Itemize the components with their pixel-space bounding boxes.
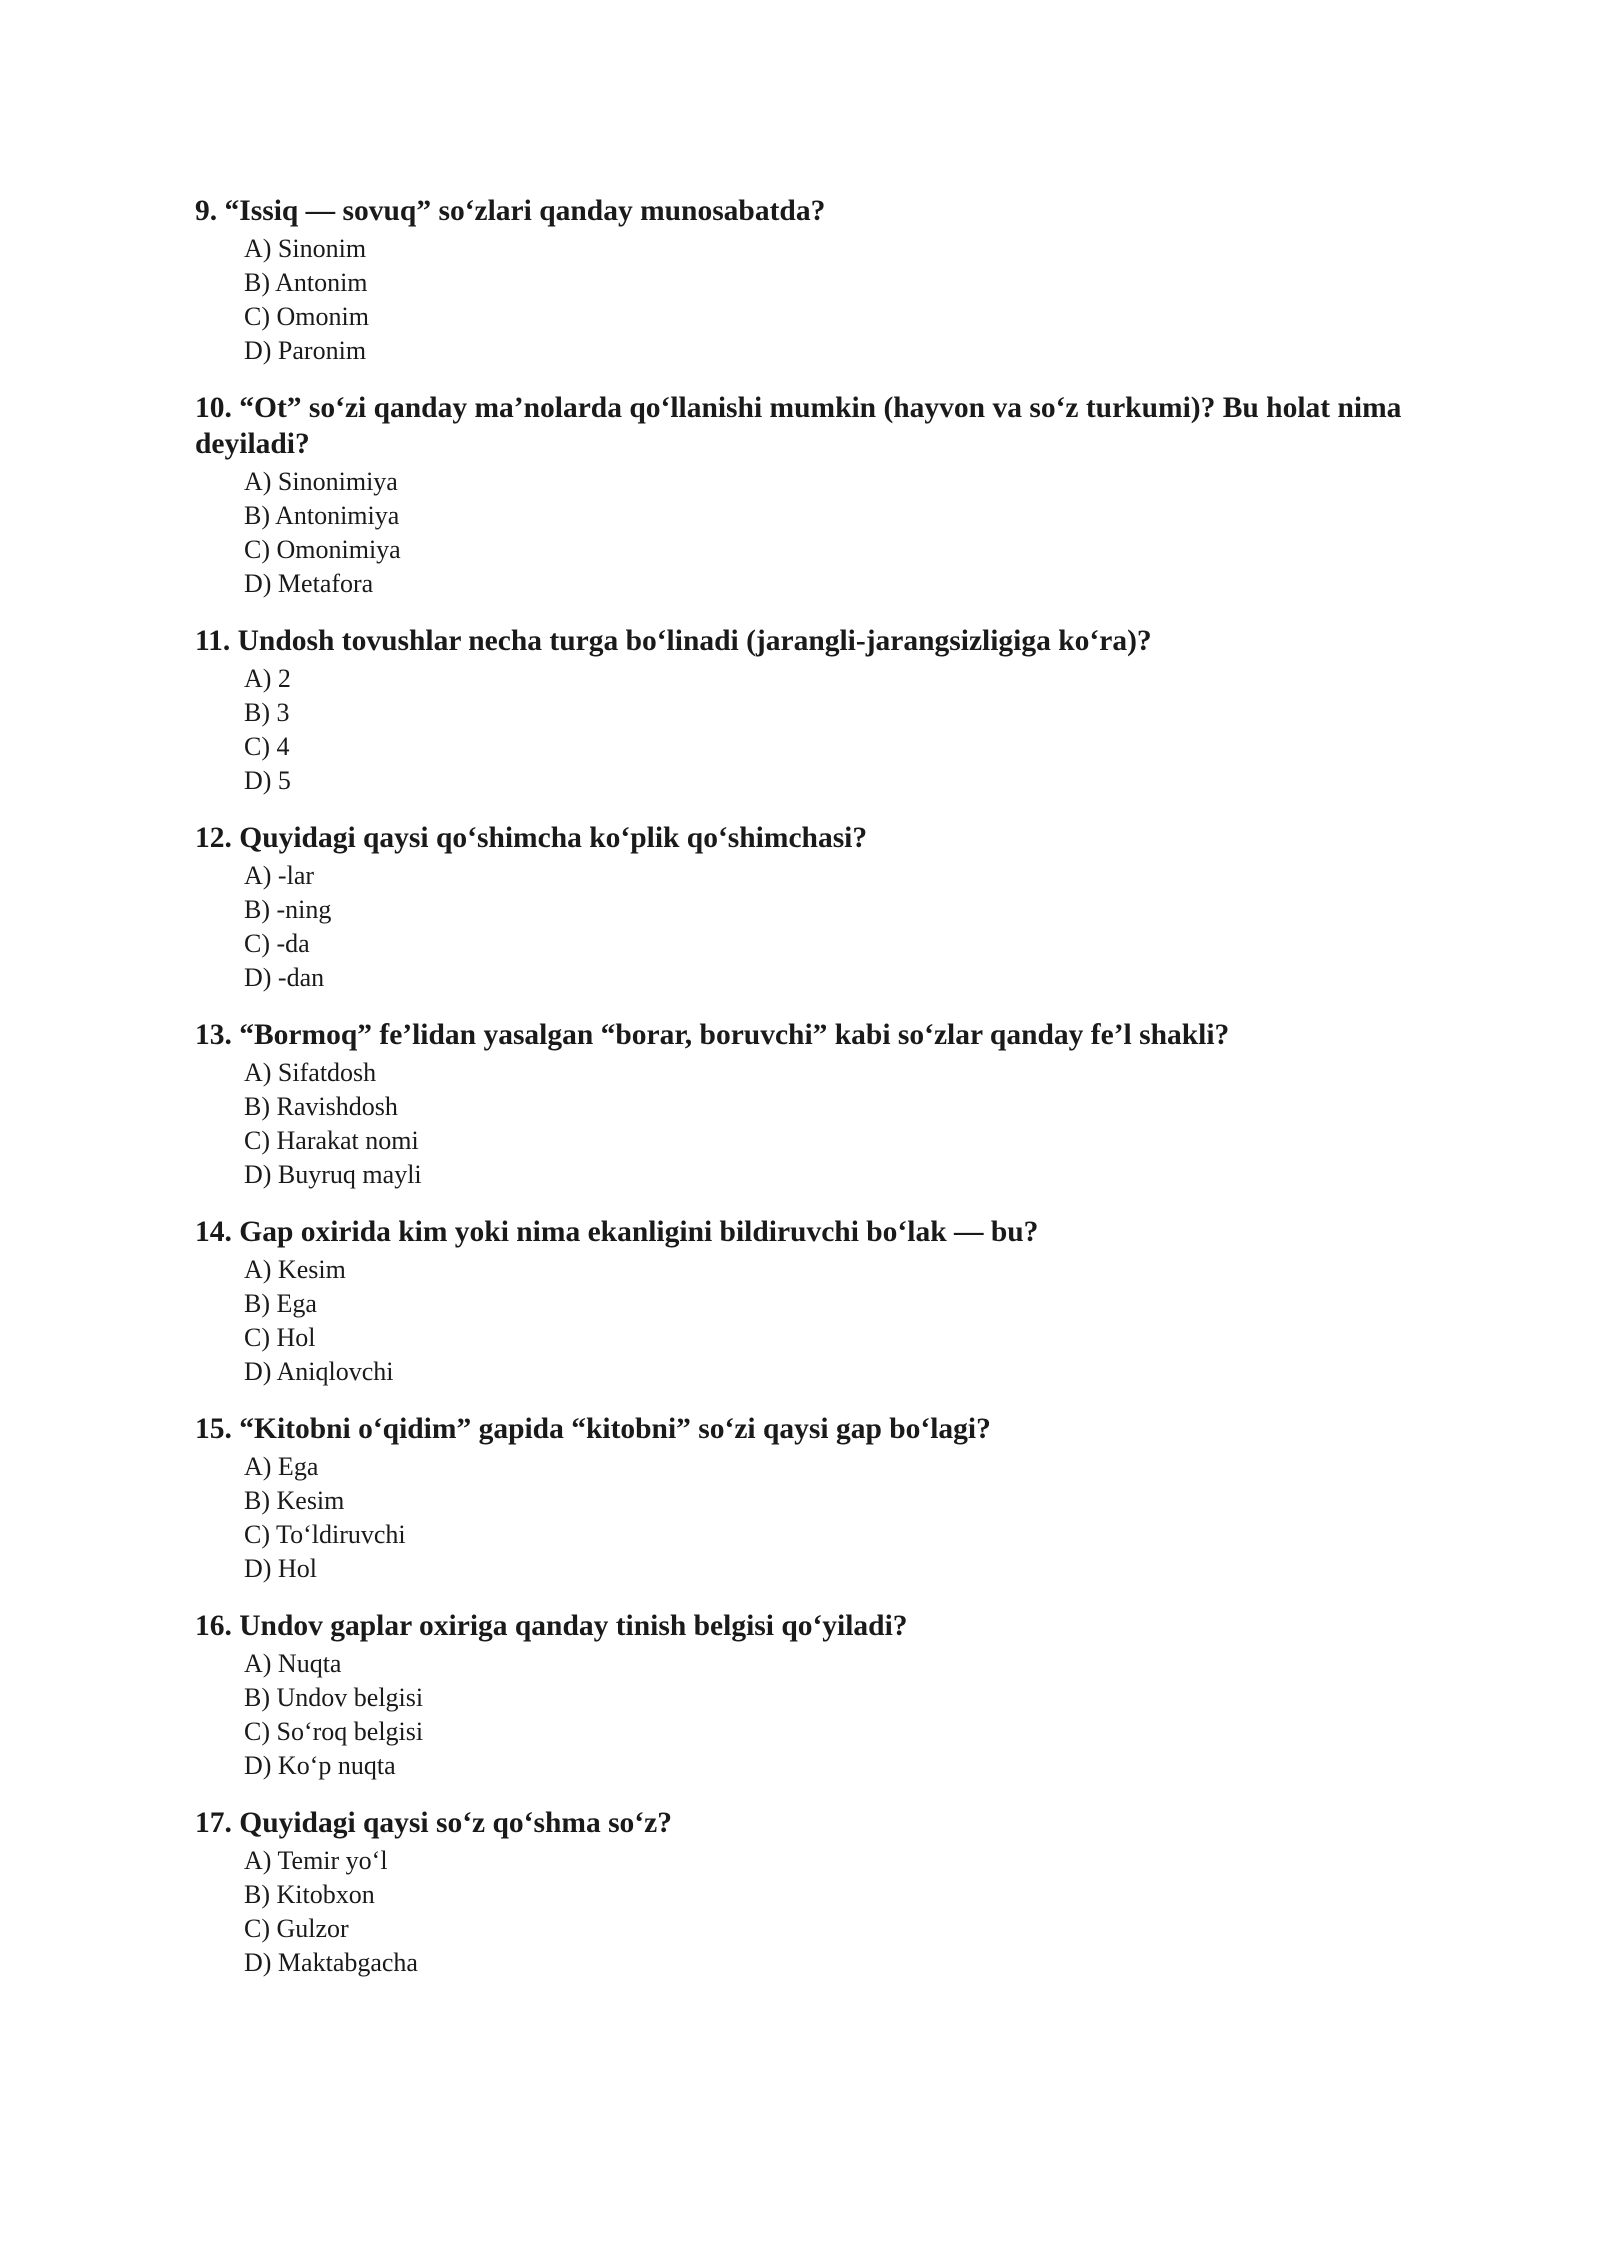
answer-option-b: B) Antonimiya (244, 501, 400, 530)
question-11 (195, 623, 1425, 798)
answer-option-b: B) Antonim (244, 268, 368, 297)
answer-option-a: A) Kesim (244, 1255, 346, 1284)
answer-option-c: C) So‘roq belgisi (244, 1717, 424, 1746)
answer-option-c: C) Omonimiya (244, 535, 401, 564)
answer-option-d: D) Maktabgacha (244, 1948, 418, 1977)
answer-option-c: C) 4 (244, 732, 290, 761)
answer-option-c: C) -da (244, 929, 310, 958)
question-text: 15. “Kitobni o‘qidim” gapida “kitobni” so‘zi qaysi gap bo‘lagi? (195, 1413, 991, 1445)
question-15 (195, 1411, 1425, 1586)
question-text: 13. “Bormoq” fe’lidan yasalgan “borar, boruvchi” kabi so‘zlar qanday fe’l shakli? (195, 1019, 1230, 1051)
answer-option-b: B) Kitobxon (244, 1880, 375, 1909)
answer-option-d: D) Ko‘p nuqta (244, 1751, 396, 1780)
answer-option-c: C) Omonim (244, 302, 369, 331)
answer-options (195, 1844, 1425, 1980)
question-14 (195, 1214, 1425, 1389)
question-text: 10. “Ot” so‘zi qanday ma’nolarda qo‘llanishi mumkin (hayvon va so‘z turkumi)? Bu holat nima deyiladi? (195, 392, 1402, 460)
answer-options (195, 662, 1425, 798)
answer-option-a: A) Ega (244, 1452, 319, 1481)
question-text: 12. Quyidagi qaysi qo‘shimcha ko‘plik qo‘shimchasi? (195, 822, 868, 854)
answer-option-c: C) Harakat nomi (244, 1126, 419, 1155)
answer-options (195, 1253, 1425, 1389)
question-17 (195, 1805, 1425, 1980)
answer-option-d: D) Aniqlovchi (244, 1357, 394, 1386)
question-text: 16. Undov gaplar oxiriga qanday tinish belgisi qo‘yiladi? (195, 1610, 908, 1642)
question-10 (195, 390, 1425, 601)
answer-option-d: D) Hol (244, 1554, 317, 1583)
answer-option-a: A) Sinonimiya (244, 467, 398, 496)
question-text: 17. Quyidagi qaysi so‘z qo‘shma so‘z? (195, 1807, 672, 1839)
answer-option-b: B) -ning (244, 895, 332, 924)
answer-option-d: D) Paronim (244, 336, 367, 365)
answer-option-d: D) Buyruq mayli (244, 1160, 422, 1189)
question-list (195, 193, 1425, 2002)
answer-option-b: B) Kesim (244, 1486, 345, 1515)
question-9 (195, 193, 1425, 368)
answer-option-b: B) Undov belgisi (244, 1683, 424, 1712)
answer-options (195, 1647, 1425, 1783)
question-text: 9. “Issiq — sovuq” so‘zlari qanday munosabatda? (195, 195, 826, 227)
answer-options (195, 1450, 1425, 1586)
answer-option-d: D) Metafora (244, 569, 374, 598)
question-text: 14. Gap oxirida kim yoki nima ekanligini bildiruvchi bo‘lak — bu? (195, 1216, 1039, 1248)
answer-option-a: A) 2 (244, 664, 291, 693)
answer-option-a: A) -lar (244, 861, 315, 890)
answer-option-c: C) Hol (244, 1323, 316, 1352)
answer-options (195, 465, 1425, 601)
question-text: 11. Undosh tovushlar necha turga bo‘linadi (jarangli-jarangsizligiga ko‘ra)? (195, 625, 1152, 657)
answer-option-d: D) -dan (244, 963, 325, 992)
answer-option-d: D) 5 (244, 766, 291, 795)
answer-option-c: C) To‘ldiruvchi (244, 1520, 406, 1549)
question-16 (195, 1608, 1425, 1783)
answer-option-a: A) Nuqta (244, 1649, 342, 1678)
answer-option-b: B) Ravishdosh (244, 1092, 398, 1121)
answer-option-b: B) 3 (244, 698, 290, 727)
answer-option-a: A) Sinonim (244, 234, 367, 263)
question-12 (195, 820, 1425, 995)
answer-options (195, 1056, 1425, 1192)
answer-options (195, 859, 1425, 995)
question-13 (195, 1017, 1425, 1192)
answer-option-a: A) Temir yo‘l (244, 1846, 388, 1875)
answer-option-b: B) Ega (244, 1289, 317, 1318)
answer-option-a: A) Sifatdosh (244, 1058, 377, 1087)
answer-option-c: C) Gulzor (244, 1914, 349, 1943)
answer-options (195, 232, 1425, 368)
